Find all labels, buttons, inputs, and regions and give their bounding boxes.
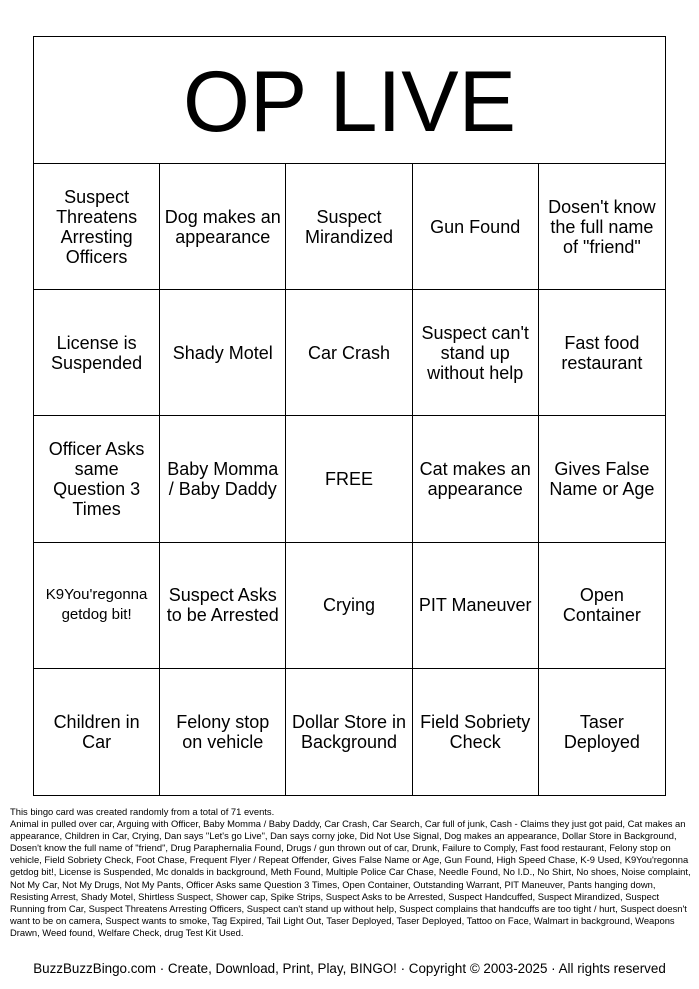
bingo-cell: Children in Car — [34, 669, 160, 795]
bingo-grid — [34, 164, 665, 795]
bingo-cell: License is Suspended — [34, 290, 160, 416]
bingo-cell: Gives False Name or Age — [539, 416, 665, 542]
bingo-cell: Cat makes an appearance — [413, 416, 539, 542]
card-title: OP LIVE — [182, 54, 517, 150]
free-space-cell: FREE — [286, 416, 412, 542]
bingo-cell: Felony stop on vehicle — [160, 669, 286, 795]
bingo-cell: Field Sobriety Check — [413, 669, 539, 795]
bingo-cell: Suspect can't stand up without help — [413, 290, 539, 416]
bingo-cell: Gun Found — [413, 164, 539, 290]
bingo-cell: Dog makes an appearance — [160, 164, 286, 290]
bingo-cell: Fast food restaurant — [539, 290, 665, 416]
copyright-footer: BuzzBuzzBingo.com · Create, Download, Print, Play, BINGO! · Copyright © 2003-2025 · All rights reserved — [33, 961, 666, 976]
bingo-cell: Suspect Asks to be Arrested — [160, 543, 286, 669]
bingo-cell: Open Container — [539, 543, 665, 669]
bingo-cell: Shady Motel — [160, 290, 286, 416]
event-list-intro: This bingo card was created randomly from a total of 71 events. — [10, 806, 275, 817]
bingo-cell: Suspect Mirandized — [286, 164, 412, 290]
bingo-cell: Dosen't know the full name of "friend" — [539, 164, 665, 290]
event-list-info — [10, 806, 692, 939]
title-row — [34, 37, 665, 164]
event-list: Animal in pulled over car, Arguing with Officer, Baby Momma / Baby Daddy, Car Crash, Car Search, Car full of junk, Cash - Claims they just got paid, Cat makes an appearance, Children in Car, Crying, Dan says "Let's go Live", Dan says corny joke, Did Not Use Signal, Dog makes an appearance, Dollar Store in Background, Dosen't know the full name of "friend", Drug Paraphernalia Found, Drugs / gun thrown out of car, Drunk, Failure to Comply, Fast food restaurant, Felony stop on vehicle, Field Sobriety Check, Foot Chase, Frequent Flyer / Repeat Offender, Gives False Name or Age, Gun Found, High Speed Chase, K-9 Used, K9You'regonna getdog bit!, License is Suspended, Mc donalds in background, Meth Found, Multiple Police Car Chase, Needle Found, No I.D., No Shirt, No shoes, Noise complaint, Not My Car, Not My Drugs, Not My Pants, Officer Asks same Question 3 Times, Open Container, Outstanding Warrant, PIT Maneuver, Pants hanging down, Resisting Arrest, Shady Motel, Shirtless Suspect, Shower cap, Spike Strips, Suspect Asks to be Arrested, Suspect Handcuffed, Suspect Mirandized, Suspect Running from Car, Suspect Threatens Arresting Officers, Suspect can't stand up without help, Suspect complains that handcuffs are too tight / hurt, Suspect doesn't want to be on camera, Suspect wants to smoke, Tag Expired, Tail Light Out, Taser Deployed, Taser Deployed, Tattoo on Face, Walmart in background, Weapons Drawn, Weed found, Welfare Check, drug Test Kit Used. — [10, 818, 691, 938]
bingo-cell: Baby Momma / Baby Daddy — [160, 416, 286, 542]
bingo-cell: Dollar Store in Background — [286, 669, 412, 795]
bingo-cell: Crying — [286, 543, 412, 669]
bingo-card — [33, 36, 666, 796]
bingo-cell: PIT Maneuver — [413, 543, 539, 669]
bingo-cell: Officer Asks same Question 3 Times — [34, 416, 160, 542]
bingo-cell: K9You'regonna getdog bit! — [34, 543, 160, 669]
bingo-cell: Suspect Threatens Arresting Officers — [34, 164, 160, 290]
bingo-cell: Car Crash — [286, 290, 412, 416]
bingo-cell: Taser Deployed — [563, 711, 640, 752]
